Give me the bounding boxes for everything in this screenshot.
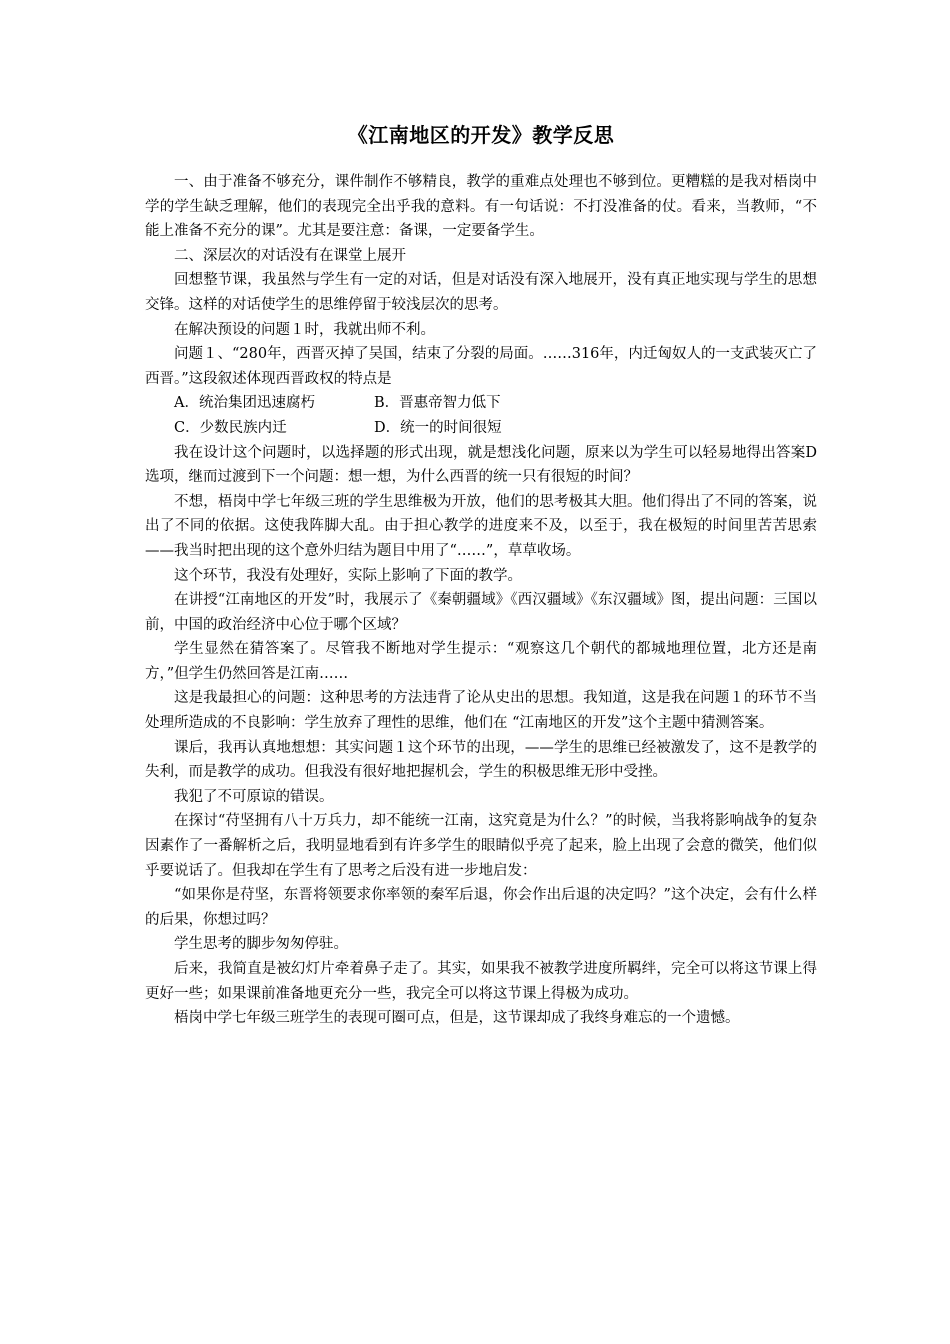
options-row <box>174 416 817 441</box>
paragraph: 回想整节课，我虽然与学生有一定的对话，但是对话没有深入地展开，没有真正地实现与学生的思想交锋。这样的对话使学生的思维停留于较浅层次的思考。 <box>145 272 817 313</box>
paragraph: 不想，梧岗中学七年级三班的学生思维极为开放，他们的思考极其大胆。他们得出了不同的答案，说出了不同的依据。这使我阵脚大乱。由于担心教学的进度来不及，以至于，我在极短的时间里苦苦思索——我当时把出现的这个意外归结为题目中用了“……”，草草收场。 <box>145 493 817 559</box>
paragraph: 学生显然在猜答案了。尽管我不断地对学生提示：“观察这几个朝代的都城地理位置，北方还是南方，”但学生仍然回答是江南…… <box>145 641 817 682</box>
document-page <box>145 120 817 1031</box>
paragraph: 这个环节，我没有处理好，实际上影响了下面的教学。 <box>174 567 522 584</box>
answer-options <box>145 391 817 440</box>
paragraph: 这是我最担心的问题：这种思考的方法违背了论从史出的思想。我知道，这是我在问题１的环节不当处理所造成的不良影响：学生放弃了理性的思维，他们在 “江南地区的开发”这个主题中猜测答案。 <box>145 690 817 732</box>
paragraph: 在讲授“江南地区的开发”时，我展示了《秦朝疆域》《西汉疆域》《东汉疆域》图，提出问题：三国以前，中国的政治经济中心位于哪个区域？ <box>145 592 817 633</box>
option-b: B．晋惠帝智力低下 <box>374 395 501 412</box>
document-title: 《江南地区的开发》教学反思 <box>347 123 615 147</box>
paragraph-quote: “如果你是苻坚，东晋将领要求你率领的秦军后退，你会作出后退的决定吗？”这个决定，会有什么样的后果，你想过吗？ <box>145 887 817 928</box>
option-c: C．少数民族内迁 <box>174 419 287 436</box>
paragraph: 我犯了不可原谅的错误。 <box>174 788 334 805</box>
question-1: 问题１、“280年，西晋灭掉了吴国，结束了分裂的局面。……316年，内迁匈奴人的一支武装灭亡了西晋。”这段叙述体现西晋政权的特点是 <box>145 346 817 387</box>
paragraph: 课后，我再认真地想想：其实问题１这个环节的出现，——学生的思维已经被激发了，这不是教学的失利，而是教学的成功。但我没有很好地把握机会，学生的积极思维无形中受挫。 <box>145 739 817 781</box>
options-row <box>174 391 817 416</box>
paragraph: 我在设计这个问题时，以选择题的形式出现，就是想浅化问题，原来以为学生可以轻易地得出答案D选项，继而过渡到下一个问题：想一想，为什么西晋的统一只有很短的时间？ <box>145 444 817 486</box>
paragraph-conclusion: 梧岗中学七年级三班学生的表现可圈可点，但是，这节课却成了我终身难忘的一个遗憾。 <box>174 1010 740 1027</box>
paragraph: 在探讨“苻坚拥有八十万兵力，却不能统一江南，这究竟是为什么？”的时候，当我将影响战争的复杂因素作了一番解析之后，我明显地看到有许多学生的眼睛似乎亮了起来，脸上出现了会意的微笑，他们似乎要说话了。但我却在学生有了思考之后没有进一步地启发： <box>145 813 817 879</box>
paragraph: 学生思考的脚步匆匆停驻。 <box>174 936 348 953</box>
paragraph-intro: 一、由于准备不够充分，课件制作不够精良，教学的重难点处理也不够到位。更糟糕的是我对梧岗中学的学生缺乏理解，他们的表现完全出乎我的意料。有一句话说：不打没准备的仗。看来，当教师，“不能上准备不充分的课”。尤其是要注意：备课，一定要备学生。 <box>145 174 817 240</box>
paragraph: 在解决预设的问题１时，我就出师不利。 <box>174 321 435 338</box>
section-heading-2: 二、深层次的对话没有在课堂上展开 <box>174 247 406 264</box>
option-d: D．统一的时间很短 <box>374 419 502 436</box>
option-a: A．统治集团迅速腐朽 <box>174 395 315 412</box>
paragraph: 后来，我简直是被幻灯片牵着鼻子走了。其实，如果我不被教学进度所羁绊，完全可以将这节课上得更好一些；如果课前准备地更充分一些，我完全可以将这节课上得极为成功。 <box>145 961 817 1002</box>
